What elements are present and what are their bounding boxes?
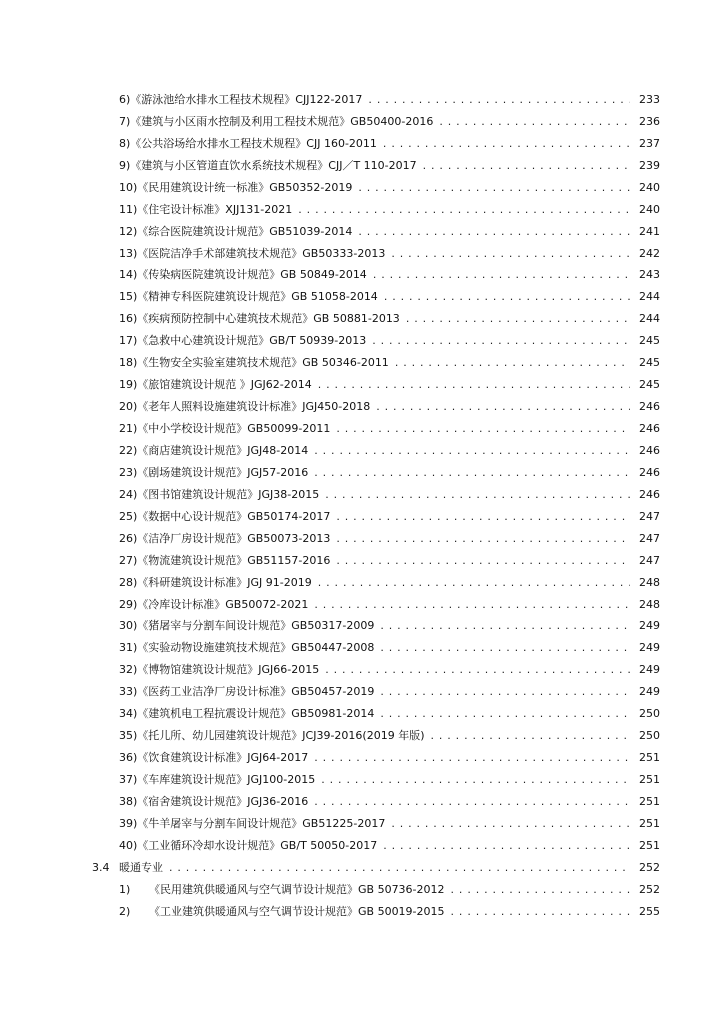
toc-entry[interactable] bbox=[0, 89, 724, 111]
toc-entry-title: 28)《科研建筑设计标准》JGJ 91-2019 bbox=[119, 575, 312, 589]
toc-entry-title: 10)《民用建筑设计统一标准》GB50352-2019 bbox=[119, 180, 353, 194]
toc-entry-title: 13)《医院洁净手术部建筑技术规范》GB50333-2013 bbox=[119, 246, 386, 260]
toc-entry-title: 33)《医药工业洁净厂房设计标准》GB50457-2019 bbox=[119, 685, 375, 699]
toc-entry-page: 245 bbox=[639, 356, 660, 370]
dot-leader bbox=[321, 773, 630, 787]
dot-leader bbox=[383, 137, 630, 151]
toc-entry-title: 16)《疾病预防控制中心建筑技术规范》GB 50881-2013 bbox=[119, 312, 400, 326]
toc-entry-title: 35)《托儿所、幼儿园建筑设计规范》JCJ39-2016(2019 年版) bbox=[119, 729, 425, 743]
toc-entry-page: 246 bbox=[639, 400, 660, 414]
toc-entry-page: 251 bbox=[639, 838, 660, 852]
toc-entry-title: 24)《图书馆建筑设计规范》JGJ38-2015 bbox=[119, 487, 320, 501]
dot-leader bbox=[318, 378, 630, 392]
toc-entry-title: 8)《公共浴场给水排水工程技术规程》CJJ 160-2011 bbox=[119, 136, 377, 150]
toc-subentry[interactable] bbox=[0, 901, 724, 923]
toc-entry-page: 247 bbox=[639, 509, 660, 523]
toc-entry-page: 251 bbox=[639, 773, 660, 787]
dot-leader bbox=[423, 159, 630, 173]
dot-leader bbox=[298, 203, 630, 217]
subentry-title: 《工业建筑供暖通风与空气调节设计规范》GB 50019-2015 bbox=[149, 904, 445, 918]
dot-leader bbox=[325, 488, 630, 502]
toc-entry-title: 36)《饮食建筑设计标准》JGJ64-2017 bbox=[119, 751, 309, 765]
toc-entry-page: 247 bbox=[639, 553, 660, 567]
toc-entry[interactable] bbox=[0, 747, 724, 769]
dot-leader bbox=[336, 422, 630, 436]
toc-entry-title: 30)《猪屠宰与分割车间设计规范》GB50317-2009 bbox=[119, 619, 375, 633]
dot-leader bbox=[380, 707, 630, 721]
dot-leader bbox=[384, 290, 630, 304]
toc-entry[interactable] bbox=[0, 177, 724, 199]
dot-leader bbox=[314, 751, 630, 765]
toc-entry[interactable] bbox=[0, 374, 724, 396]
toc-entry-page: 242 bbox=[639, 246, 660, 260]
toc-entry-page: 244 bbox=[639, 290, 660, 304]
toc-entry-page: 246 bbox=[639, 443, 660, 457]
dot-leader bbox=[380, 685, 630, 699]
toc-entry[interactable] bbox=[0, 243, 724, 265]
dot-leader bbox=[451, 883, 630, 897]
toc-entry[interactable] bbox=[0, 155, 724, 177]
subentry-title-group bbox=[119, 883, 447, 897]
toc-entry-title: 38)《宿舍建筑设计规范》JGJ36-2016 bbox=[119, 794, 309, 808]
section-title: 暖通专业 bbox=[119, 860, 163, 874]
dot-leader bbox=[391, 817, 630, 831]
toc-entry-title: 23)《剧场建筑设计规范》JGJ57-2016 bbox=[119, 465, 309, 479]
dot-leader bbox=[358, 181, 630, 195]
dot-leader bbox=[358, 225, 630, 239]
toc-entry[interactable] bbox=[0, 265, 724, 287]
toc-entry-page: 233 bbox=[639, 92, 660, 106]
toc-entry-page: 247 bbox=[639, 531, 660, 545]
toc-entry-page: 237 bbox=[639, 136, 660, 150]
toc-entry[interactable] bbox=[0, 506, 724, 528]
toc-entry-title: 21)《中小学校设计规范》GB50099-2011 bbox=[119, 422, 331, 436]
toc-entry-title: 6)《游泳池给水排水工程技术规程》CJJ122-2017 bbox=[119, 92, 363, 106]
section-title-group bbox=[92, 861, 165, 875]
toc-entry[interactable] bbox=[0, 133, 724, 155]
dot-leader bbox=[314, 795, 630, 809]
toc-entry[interactable] bbox=[0, 572, 724, 594]
dot-leader bbox=[373, 268, 630, 282]
toc-entry[interactable] bbox=[0, 352, 724, 374]
dot-leader bbox=[314, 598, 630, 612]
toc-entry[interactable] bbox=[0, 418, 724, 440]
toc-entry-title: 34)《建筑机电工程抗震设计规范》GB50981-2014 bbox=[119, 707, 375, 721]
toc-entry[interactable] bbox=[0, 835, 724, 857]
toc-entry-page: 245 bbox=[639, 378, 660, 392]
toc-entry-title: 37)《车库建筑设计规范》JGJ100-2015 bbox=[119, 773, 316, 787]
toc-entry-title: 7)《建筑与小区雨水控制及利用工程技术规范》GB50400-2016 bbox=[119, 114, 434, 128]
toc-entry-page: 246 bbox=[639, 422, 660, 436]
toc-entry-page: 243 bbox=[639, 268, 660, 282]
dot-leader bbox=[380, 619, 630, 633]
toc-entry-page: 251 bbox=[639, 816, 660, 830]
toc-entry[interactable] bbox=[0, 440, 724, 462]
toc-entry[interactable] bbox=[0, 550, 724, 572]
toc-entry[interactable] bbox=[0, 725, 724, 747]
section-number: 3.4 bbox=[92, 860, 110, 874]
toc-entry-page: 249 bbox=[639, 663, 660, 677]
toc-entry-page: 244 bbox=[639, 312, 660, 326]
dot-leader bbox=[318, 576, 630, 590]
toc-entry[interactable] bbox=[0, 791, 724, 813]
toc-entry-title: 15)《精神专科医院建筑设计规范》GB 51058-2014 bbox=[119, 290, 378, 304]
toc-entry[interactable] bbox=[0, 528, 724, 550]
toc-entry-page: 249 bbox=[639, 619, 660, 633]
toc-entry-title: 9)《建筑与小区管道直饮水系统技术规程》CJJ／T 110-2017 bbox=[119, 158, 417, 172]
toc-entry-title: 14)《传染病医院建筑设计规范》GB 50849-2014 bbox=[119, 268, 367, 282]
subentry-page: 255 bbox=[639, 904, 660, 918]
dot-leader bbox=[376, 400, 630, 414]
toc-entry-title: 39)《牛羊屠宰与分割车间设计规范》GB51225-2017 bbox=[119, 816, 386, 830]
toc-entry[interactable] bbox=[0, 221, 724, 243]
toc-entry[interactable] bbox=[0, 286, 724, 308]
toc-entry-page: 246 bbox=[639, 465, 660, 479]
toc-entry[interactable] bbox=[0, 616, 724, 638]
toc-entry[interactable] bbox=[0, 681, 724, 703]
toc-entry-title: 12)《综合医院建筑设计规范》GB51039-2014 bbox=[119, 224, 353, 238]
toc-entry[interactable] bbox=[0, 813, 724, 835]
toc-entry-page: 239 bbox=[639, 158, 660, 172]
subentry-title-group bbox=[119, 905, 447, 919]
toc-entry[interactable] bbox=[0, 484, 724, 506]
toc-entry-title: 11)《住宅设计标准》XJJ131-2021 bbox=[119, 202, 293, 216]
toc-entry-page: 249 bbox=[639, 685, 660, 699]
toc-entry-page: 240 bbox=[639, 202, 660, 216]
toc-entry-title: 17)《急救中心建筑设计规范》GB/T 50939-2013 bbox=[119, 334, 367, 348]
toc-entry[interactable] bbox=[0, 308, 724, 330]
toc-section-heading[interactable] bbox=[0, 857, 724, 879]
toc-entry-page: 250 bbox=[639, 729, 660, 743]
toc-subentry[interactable] bbox=[0, 879, 724, 901]
dot-leader bbox=[431, 729, 631, 743]
toc-entry-title: 40)《工业循环冷却水设计规范》GB/T 50050-2017 bbox=[119, 838, 378, 852]
toc-entry-title: 26)《洁净厂房设计规范》GB50073-2013 bbox=[119, 531, 331, 545]
toc-entry[interactable] bbox=[0, 637, 724, 659]
toc-entry-page: 241 bbox=[639, 224, 660, 238]
dot-leader bbox=[336, 510, 630, 524]
toc-entry[interactable] bbox=[0, 330, 724, 352]
dot-leader bbox=[380, 641, 630, 655]
dot-leader bbox=[439, 115, 630, 129]
toc-entry-page: 236 bbox=[639, 114, 660, 128]
dot-leader bbox=[451, 905, 630, 919]
toc-entry-page: 250 bbox=[639, 707, 660, 721]
toc-entry[interactable] bbox=[0, 594, 724, 616]
toc-entry-title: 22)《商店建筑设计规范》JGJ48-2014 bbox=[119, 443, 309, 457]
subentry-page: 252 bbox=[639, 882, 660, 896]
toc-entry-page: 248 bbox=[639, 597, 660, 611]
toc-entry[interactable] bbox=[0, 703, 724, 725]
toc-entry-title: 18)《生物安全实验室建筑技术规范》GB 50346-2011 bbox=[119, 356, 389, 370]
dot-leader bbox=[406, 312, 630, 326]
dot-leader bbox=[395, 356, 630, 370]
dot-leader bbox=[314, 466, 630, 480]
dot-leader bbox=[336, 554, 630, 568]
toc-entry[interactable] bbox=[0, 111, 724, 133]
toc-entry[interactable] bbox=[0, 769, 724, 791]
toc-entry-title: 29)《冷库设计标准》GB50072-2021 bbox=[119, 597, 309, 611]
subentry-number: 2) bbox=[119, 904, 131, 918]
toc-entry-title: 20)《老年人照料设施建筑设计标准》JGJ450-2018 bbox=[119, 400, 371, 414]
toc-entry[interactable] bbox=[0, 199, 724, 221]
dot-leader bbox=[169, 861, 630, 875]
toc-entry-title: 19)《旅馆建筑设计规范 》JGJ62-2014 bbox=[119, 378, 312, 392]
dot-leader bbox=[383, 839, 630, 853]
toc-entry-page: 248 bbox=[639, 575, 660, 589]
toc-entry[interactable] bbox=[0, 462, 724, 484]
toc-entry-page: 246 bbox=[639, 487, 660, 501]
dot-leader bbox=[336, 532, 630, 546]
toc-entry-title: 27)《物流建筑设计规范》GB51157-2016 bbox=[119, 553, 331, 567]
section-page: 252 bbox=[639, 860, 660, 874]
toc-entry-page: 249 bbox=[639, 641, 660, 655]
dot-leader bbox=[325, 663, 630, 677]
toc-entry-title: 32)《博物馆建筑设计规范》JGJ66-2015 bbox=[119, 663, 320, 677]
table-of-contents bbox=[0, 89, 724, 923]
dot-leader bbox=[314, 444, 630, 458]
toc-entry-title: 31)《实验动物设施建筑技术规范》GB50447-2008 bbox=[119, 641, 375, 655]
toc-entry[interactable] bbox=[0, 659, 724, 681]
toc-entry-page: 240 bbox=[639, 180, 660, 194]
toc-entry-page: 251 bbox=[639, 751, 660, 765]
toc-entry-page: 251 bbox=[639, 794, 660, 808]
dot-leader bbox=[368, 93, 630, 107]
toc-entry-page: 245 bbox=[639, 334, 660, 348]
subentry-title: 《民用建筑供暖通风与空气调节设计规范》GB 50736-2012 bbox=[149, 882, 445, 896]
toc-entry-title: 25)《数据中心设计规范》GB50174-2017 bbox=[119, 509, 331, 523]
dot-leader bbox=[391, 247, 630, 261]
subentry-number: 1) bbox=[119, 882, 131, 896]
dot-leader bbox=[372, 334, 630, 348]
toc-entry[interactable] bbox=[0, 396, 724, 418]
